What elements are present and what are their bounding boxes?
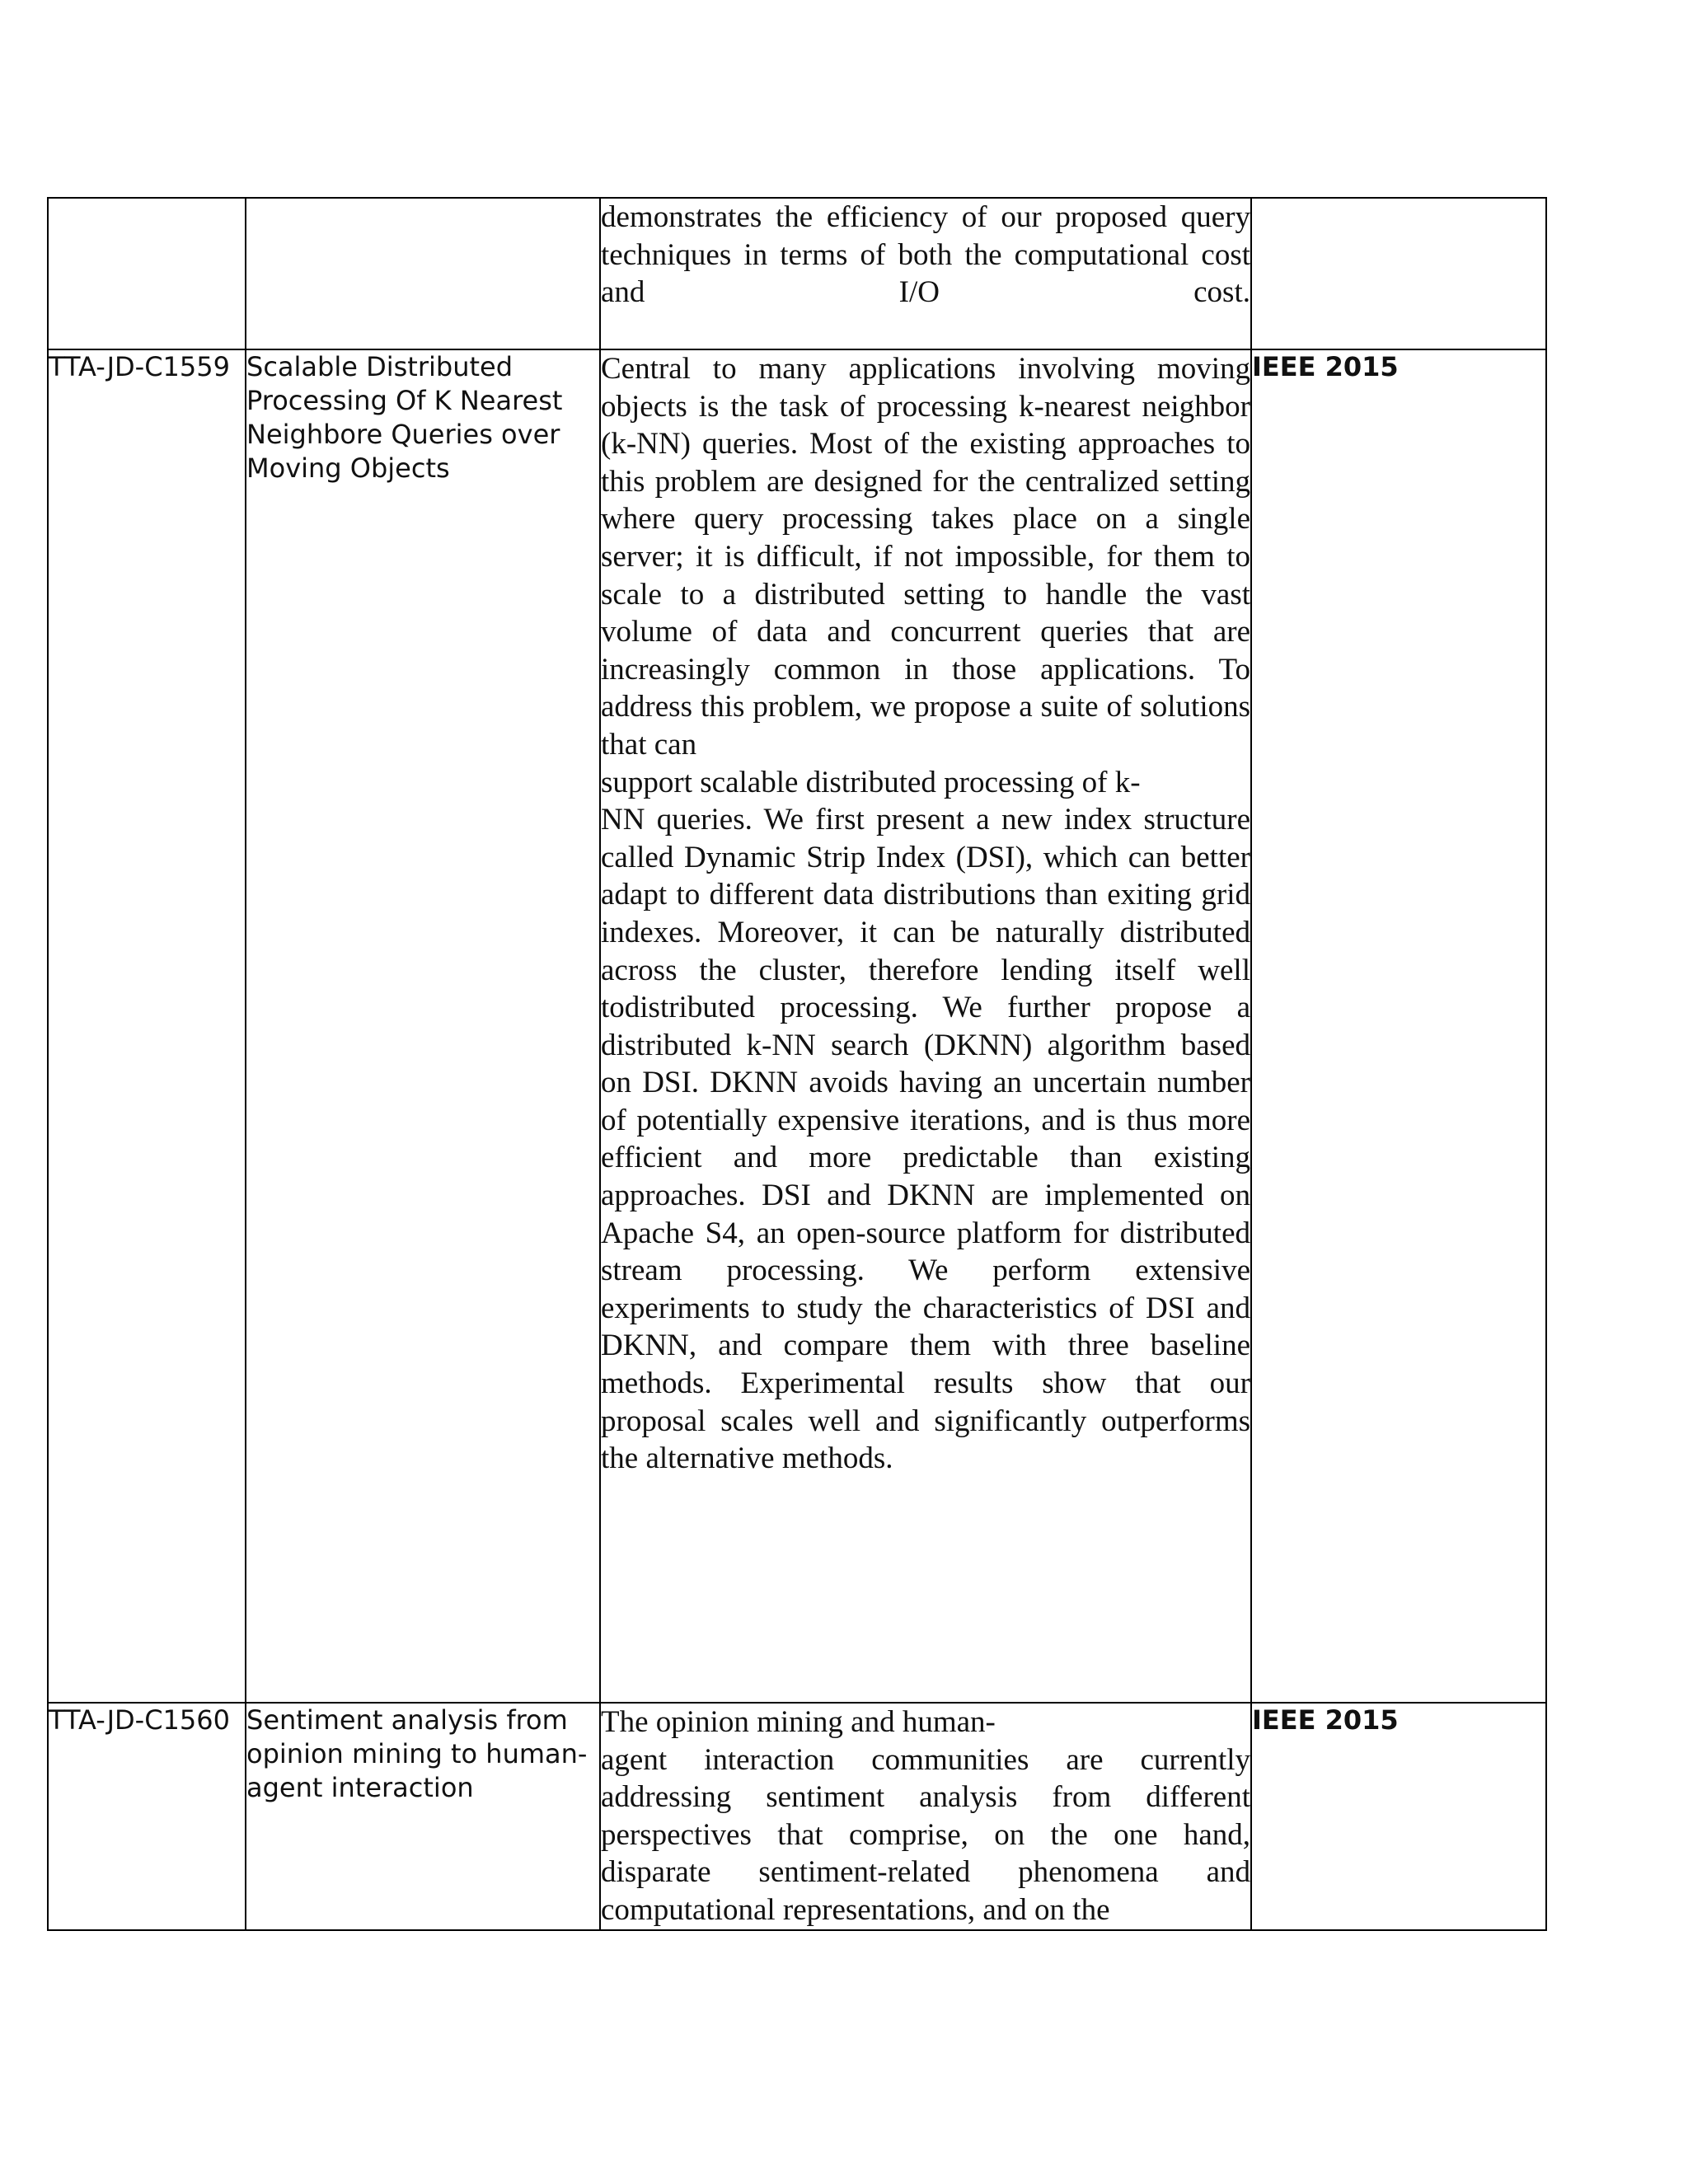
table-row xyxy=(48,198,1546,349)
project-id-cell: TTA-JD-C1559 xyxy=(48,349,246,1703)
project-abstract-cell xyxy=(600,1703,1251,1930)
project-title-cell: Scalable Distributed Processing Of K Nearest Neighbore Queries over Moving Objects xyxy=(246,349,600,1703)
abstract-paragraph: agent interaction communities are currently addressing sentiment analysis from different perspectives that comprise, on the one hand, disparate sentiment-related phenomena and computational representations, and on the xyxy=(601,1742,1250,1927)
table-row xyxy=(48,1703,1546,1930)
project-title-cell xyxy=(246,198,600,349)
projects-table xyxy=(47,197,1547,1931)
abstract-paragraph: demonstrates the efficiency of our proposed query techniques in terms of both the computational cost and I/O cost. xyxy=(601,200,1250,310)
project-year-cell: IEEE 2015 xyxy=(1251,349,1546,1703)
table-row xyxy=(48,349,1546,1703)
project-id-cell: TTA-JD-C1560 xyxy=(48,1703,246,1930)
project-abstract-cell xyxy=(600,349,1251,1703)
abstract-paragraph: support scalable distributed processing of k- xyxy=(601,765,1141,799)
project-year-cell xyxy=(1251,198,1546,349)
abstract-paragraph: Central to many applications involving moving objects is the task of processing k-nearest neighbor (k-NN) queries. Most of the existing approaches to this problem are designed for the centralized setting where query processing takes place on a single server; it is difficult, if not impossible, for them to scale to a distributed setting to handle the vast volume of data and concurrent queries that are increasingly common in those applications. To address this problem, we propose a suite of solutions that can xyxy=(601,352,1250,762)
project-year-cell: IEEE 2015 xyxy=(1251,1703,1546,1930)
abstract-paragraph: The opinion mining and human- xyxy=(601,1705,996,1739)
abstract-paragraph: NN queries. We first present a new index structure called Dynamic Strip Index (DSI), which can better adapt to different data distributions than exiting grid indexes. Moreover, it can be naturally distributed across the cluster, therefore lending itself well todistributed processing. We further propose a distributed k-NN search (DKNN) algorithm based on DSI. DKNN avoids having an uncertain number of potentially expensive iterations, and is thus more efficient and more predictable than existing approaches. DSI and DKNN are implemented on Apache S4, an open-source platform for distributed stream processing. We perform extensive experiments to study the characteristics of DSI and DKNN, and compare them with three baseline methods. Experimental results show that our proposal scales well and significantly outperforms the alternative methods. xyxy=(601,803,1250,1476)
project-title-cell: Sentiment analysis from opinion mining to human-agent interaction xyxy=(246,1703,600,1930)
project-abstract-cell xyxy=(600,198,1251,349)
project-id-cell xyxy=(48,198,246,349)
